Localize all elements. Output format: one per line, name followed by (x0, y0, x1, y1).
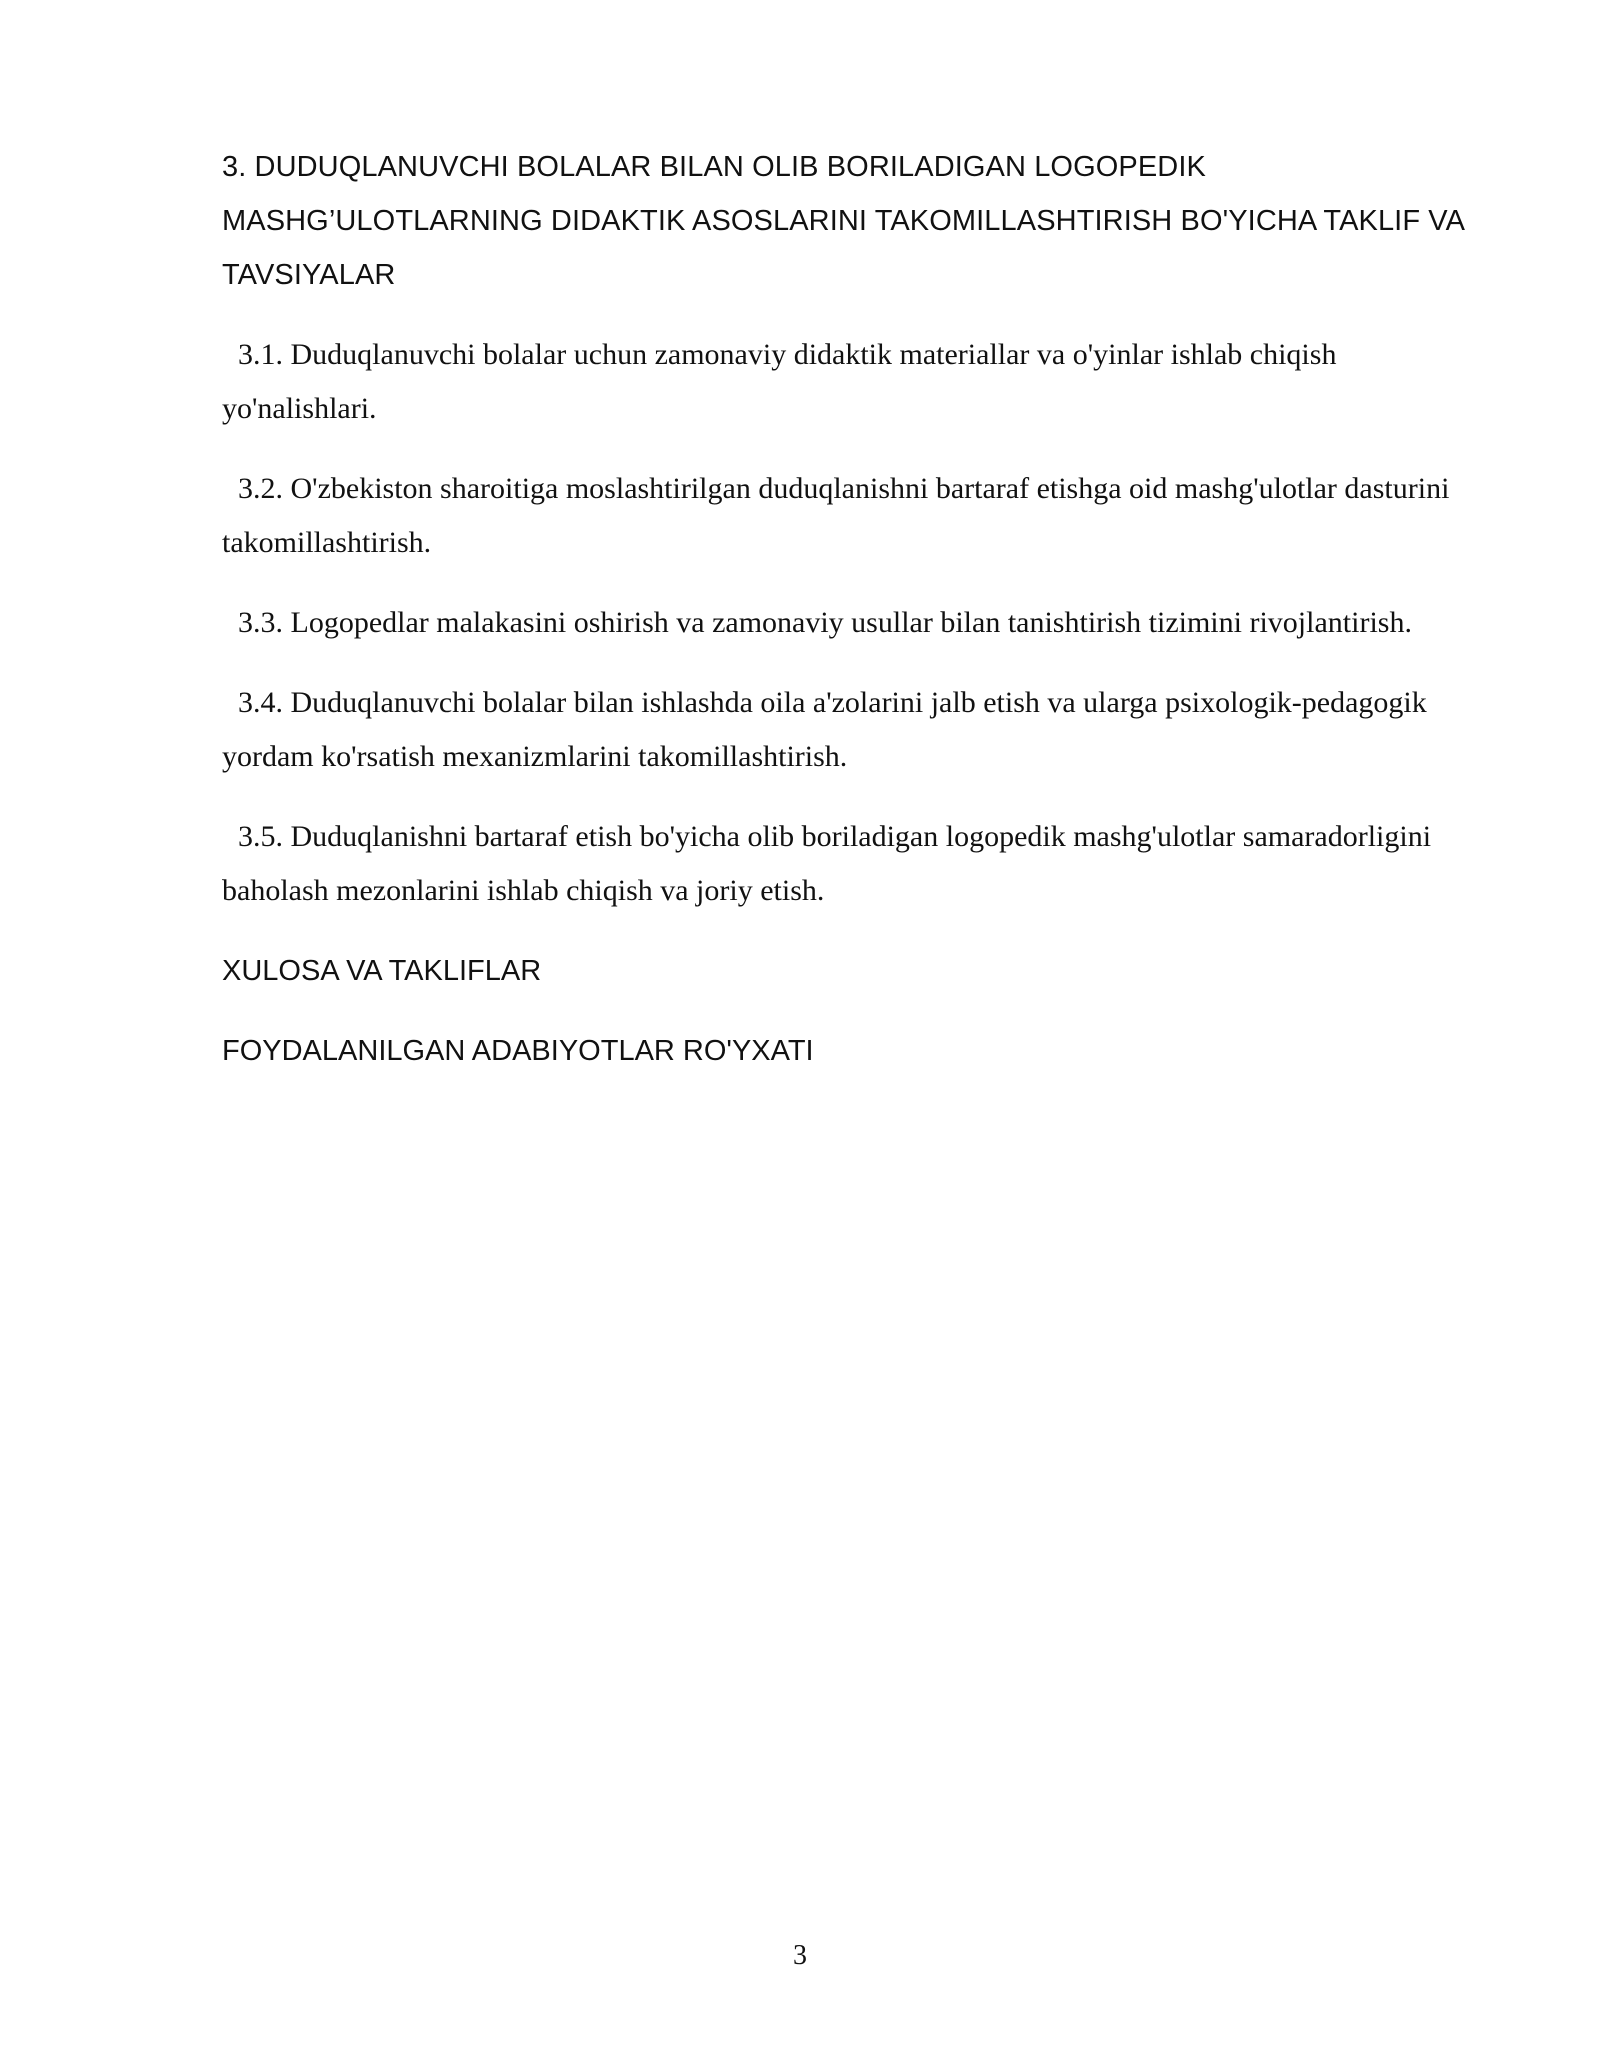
list-item-3-3: 3.3. Logopedlar malakasini oshirish va zamonaviy usullar bilan tanishtirish tizimini rivojlantirish. (238, 606, 1412, 639)
list-item-3-2: 3.2. O'zbekiston sharoitiga moslashtirilgan duduqlanishni bartaraf etishga oid mashg'ulotlar dasturini takomillashtirish. (222, 472, 1450, 559)
page-content (222, 140, 1492, 1104)
list-item-3-1: 3.1. Duduqlanuvchi bolalar uchun zamonaviy didaktik materiallar va o'yinlar ishlab chiqish yo'nalishlari. (222, 338, 1337, 425)
list-item-3-5: 3.5. Duduqlanishni bartaraf etish bo'yicha olib boriladigan logopedik mashg'ulotlar samaradorligini baholash mezonlarini ishlab chiqish va joriy etish. (222, 820, 1432, 907)
references-heading: FOYDALANILGAN ADABIYOTLAR RO'YXATI (222, 1035, 814, 1067)
page-number: 3 (793, 1940, 807, 1971)
list-item-3-4: 3.4. Duduqlanuvchi bolalar bilan ishlashda oila a'zolarini jalb etish va ularga psixologik-pedagogik yordam ko'rsatish mexanizmlarini takomillashtirish. (222, 686, 1427, 773)
chapter-title: 3. DUDUQLANUVCHI BOLALAR BILAN OLIB BORILADIGAN LOGOPEDIK MASHG’ULOTLARNING DIDAKTIK ASOSLARINI TAKOMILLASHTIRISH BO'YICHA TAKLIF VA TAVSIYALAR (222, 151, 1464, 291)
conclusion-heading: XULOSA VA TAKLIFLAR (222, 955, 542, 987)
